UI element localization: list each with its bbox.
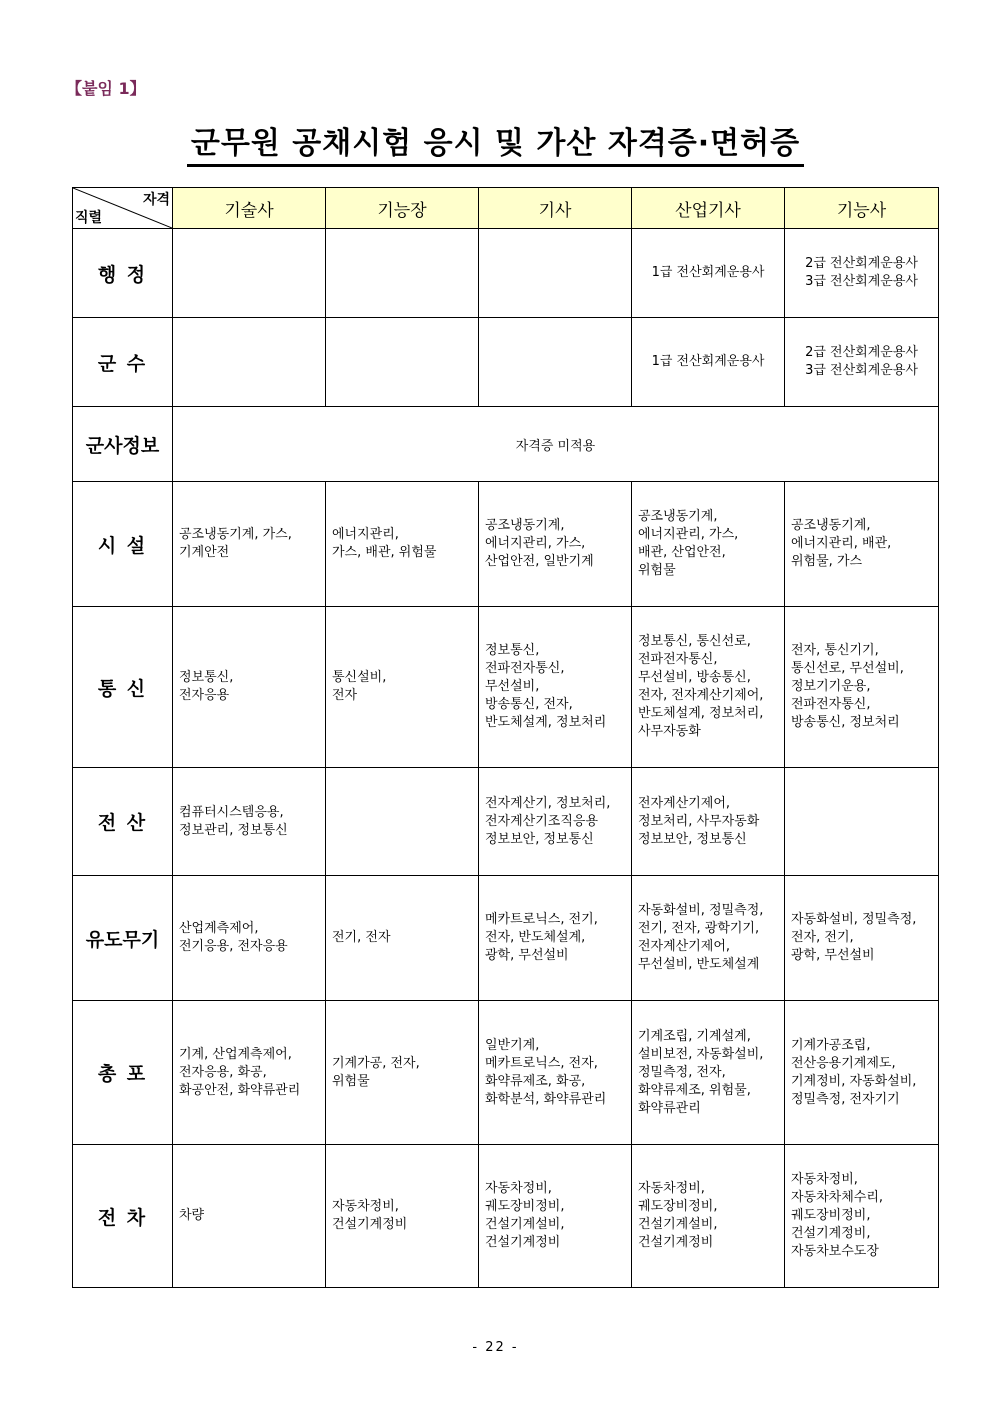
table-cell xyxy=(326,768,479,876)
table-row xyxy=(73,768,939,876)
table-row xyxy=(73,607,939,768)
table-row xyxy=(73,1001,939,1145)
table-cell: 정보통신, 통신선로, 전파전자통신, 무선설비, 방송통신, 전자, 전자계산기제어, 반도체설계, 정보처리, 사무자동화 xyxy=(632,607,785,768)
table-row xyxy=(73,318,939,407)
table-cell xyxy=(326,318,479,407)
table-row xyxy=(73,1145,939,1288)
table-cell: 1급 전산회계운용사 xyxy=(632,229,785,318)
table-cell: 자동화설비, 정밀측정, 전자, 전기, 광학, 무선설비 xyxy=(785,876,939,1001)
table-cell: 정보통신, 전파전자통신, 무선설비, 방송통신, 전자, 반도체설계, 정보처리 xyxy=(479,607,632,768)
column-header: 기사 xyxy=(479,188,632,229)
row-header: 군 수 xyxy=(73,318,173,407)
table-cell xyxy=(173,318,326,407)
table-cell: 기계가공조립, 전산응용기계제도, 기계정비, 자동화설비, 정밀측정, 전자기기 xyxy=(785,1001,939,1145)
table-cell: 2급 전산회계운용사 3급 전산회계운용사 xyxy=(785,318,939,407)
table-cell: 자동차정비, 궤도장비정비, 건설기계설비, 건설기계정비 xyxy=(632,1145,785,1288)
table-cell: 통신설비, 전자 xyxy=(326,607,479,768)
table-cell: 공조냉동기계, 가스, 기계안전 xyxy=(173,482,326,607)
table-cell: 전자, 통신기기, 통신선로, 무선설비, 정보기기운용, 전파전자통신, 방송통신, 정보처리 xyxy=(785,607,939,768)
table-cell: 자동차정비, 궤도장비정비, 건설기계설비, 건설기계정비 xyxy=(479,1145,632,1288)
row-header: 군사정보 xyxy=(73,407,173,482)
table-cell xyxy=(173,229,326,318)
row-header: 총 포 xyxy=(73,1001,173,1145)
column-header: 기능사 xyxy=(785,188,939,229)
column-header: 기술사 xyxy=(173,188,326,229)
attachment-tag: 【붙임 1】 xyxy=(66,79,146,98)
table-cell xyxy=(785,768,939,876)
document-title xyxy=(0,118,991,162)
table-row xyxy=(73,876,939,1001)
table-cell: 정보통신, 전자응용 xyxy=(173,607,326,768)
table-row xyxy=(73,482,939,607)
table-cell xyxy=(479,318,632,407)
document-title-text: 군무원 공채시험 응시 및 가산 자격증·면허증 xyxy=(187,126,804,167)
table-cell xyxy=(326,229,479,318)
row-header: 시 설 xyxy=(73,482,173,607)
table-cell: 자동차정비, 건설기계정비 xyxy=(326,1145,479,1288)
table-cell: 1급 전산회계운용사 xyxy=(632,318,785,407)
row-header: 전 산 xyxy=(73,768,173,876)
row-header: 통 신 xyxy=(73,607,173,768)
certificate-table xyxy=(72,187,939,1288)
table-cell: 전자계산기제어, 정보처리, 사무자동화 정보보안, 정보통신 xyxy=(632,768,785,876)
table-cell: 자동차정비, 자동차차체수리, 궤도장비정비, 건설기계정비, 자동차보수도장 xyxy=(785,1145,939,1288)
table-cell: 일반기계, 메카트로닉스, 전자, 화약류제조, 화공, 화학분석, 화약류관리 xyxy=(479,1001,632,1145)
table-cell: 기계, 산업계측제어, 전자응용, 화공, 화공안전, 화약류관리 xyxy=(173,1001,326,1145)
table-cell: 메카트로닉스, 전기, 전자, 반도체설계, 광학, 무선설비 xyxy=(479,876,632,1001)
table-cell: 전기, 전자 xyxy=(326,876,479,1001)
table-row xyxy=(73,229,939,318)
table-cell: 컴퓨터시스템응용, 정보관리, 정보통신 xyxy=(173,768,326,876)
table-header-row xyxy=(73,188,939,229)
table-cell: 산업계측제어, 전기응용, 전자응용 xyxy=(173,876,326,1001)
table-span-cell: 자격증 미적용 xyxy=(173,407,939,482)
table-cell: 2급 전산회계운용사 3급 전산회계운용사 xyxy=(785,229,939,318)
column-header: 산업기사 xyxy=(632,188,785,229)
table-cell: 자동화설비, 정밀측정, 전기, 전자, 광학기기, 전자계산기제어, 무선설비, 반도체설계 xyxy=(632,876,785,1001)
table-cell: 기계가공, 전자, 위험물 xyxy=(326,1001,479,1145)
corner-bottom-label: 직렬 xyxy=(75,210,103,226)
table-cell: 공조냉동기계, 에너지관리, 가스, 배관, 산업안전, 위험물 xyxy=(632,482,785,607)
corner-header xyxy=(73,188,173,229)
column-header: 기능장 xyxy=(326,188,479,229)
row-header: 전 차 xyxy=(73,1145,173,1288)
table-cell: 에너지관리, 가스, 배관, 위험물 xyxy=(326,482,479,607)
table-row xyxy=(73,407,939,482)
row-header: 행 정 xyxy=(73,229,173,318)
table-cell: 전자계산기, 정보처리, 전자계산기조직응용 정보보안, 정보통신 xyxy=(479,768,632,876)
row-header: 유도무기 xyxy=(73,876,173,1001)
table-cell: 기계조립, 기계설계, 설비보전, 자동화설비, 정밀측정, 전자, 화약류제조, 위험물, 화약류관리 xyxy=(632,1001,785,1145)
corner-top-label: 자격 xyxy=(142,192,170,208)
table-cell: 공조냉동기계, 에너지관리, 가스, 산업안전, 일반기계 xyxy=(479,482,632,607)
table-cell: 차량 xyxy=(173,1145,326,1288)
table-cell xyxy=(479,229,632,318)
table-cell: 공조냉동기계, 에너지관리, 배관, 위험물, 가스 xyxy=(785,482,939,607)
page-number: - 22 - xyxy=(472,1340,519,1355)
